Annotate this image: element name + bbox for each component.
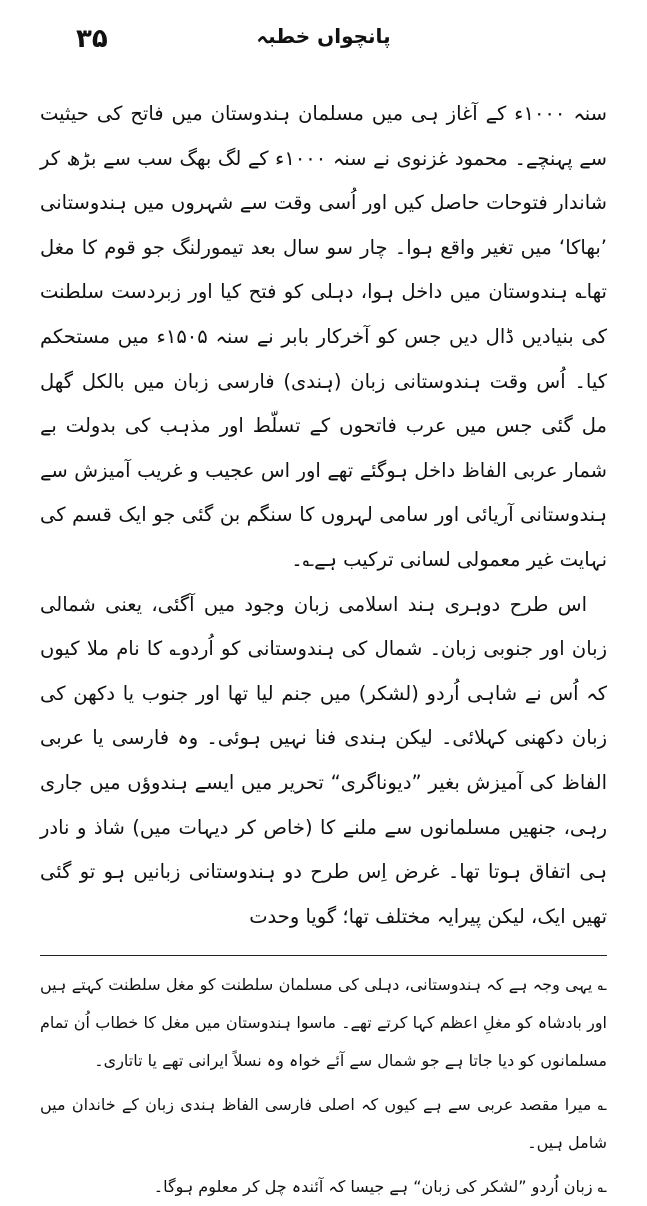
running-title: پانچواں خطبہ (256, 24, 391, 48)
paragraph: اس طرح دوہری ہند اسلامی زبان وجود میں آگئی، یعنی شمالی زبان اور جنوبی زبان۔ شمال کی ہندوستانی کو اُردو؎ کا نام ملا کیوں کہ اُس نے شاہی اُردو (لشکر) میں جنم لیا تھا اور جنوب یا دکھن کی زبان دکھنی کہلائی۔ لیکن ہندی فنا نہیں ہوئی۔ وہ فارسی یا عربی الفاظ کی آمیزش بغیر ”دیوناگری“ تحریر میں ایسے ہندوؤں میں جاری رہی، جنھیں مسلمانوں سے ملنے کا (خاص کر دیہات میں) شاذ و نادر ہی اتفاق ہوتا تھا۔ غرض اِس طرح دو ہندوستانی زبانیں ہو تو گئی تھیں ایک، لیکن پیرایہ مختلف تھا؛ گویا وحدت (40, 592, 607, 928)
footnote: ؎ یہی وجہ ہے کہ ہندوستانی، دہلی کی مسلمان سلطنت کو مغل سلطنت کہتے ہیں اور بادشاہ کو مغلِ اعظم کہا کرتے تھے۔ ماسوا ہندوستان میں مغل کا خطاب اُن تمام مسلمانوں کو دیا جاتا ہے جو شمال سے آئے خواہ وہ نسلاً ایرانی تھے یا تاتاری۔ (40, 975, 607, 1071)
footnote: ؎ زبان اُردو ”لشکر کی زبان“ ہے جیسا کہ آئندہ چل کر معلوم ہوگا۔ (153, 1177, 607, 1197)
footnote: ؎ میرا مقصد عربی سے ہے کیوں کہ اصلی فارسی الفاظ ہندی زبان کے خاندان میں شامل ہیں۔ (40, 1095, 607, 1153)
paragraph: سنہ ۱۰۰۰ء کے آغاز ہی میں مسلمان ہندوستان میں فاتح کی حیثیت سے پہنچے۔ محمود غزنوی نے سنہ ۱۰۰۰ء کے لگ بھگ سب سے بڑھ کر شاندار فتوحات حاصل کیں اور اُسی وقت سے شہروں میں ہندوستانی ’بھاکا‘ میں تغیر واقع ہوا۔ چار سو سال بعد تیمورلنگ جو قوم کا مغل تھا؎ ہندوستان میں داخل ہوا، دہلی کو فتح کیا اور زبردست سلطنت کی بنیادیں ڈال دیں جس کو آخرکار بابر نے سنہ ۱۵۰۵ء میں مستحکم کیا۔ اُس وقت ہندوستانی زبان (ہندی) فارسی زبان میں بالکل گھل مل گئی جس میں عرب فاتحوں کے تسلّط اور مذہب کی بدولت بے شمار عربی الفاظ داخل ہوگئے تھے اور اس عجیب و غریب آمیزش سے ہندوستانی آریائی اور سامی لہروں کا سنگم بن گئی جو ایک قسم کی نہایت غیر معمولی لسانی ترکیب ہے؎۔ (40, 102, 607, 571)
page-header (40, 16, 607, 66)
page-number: ۳۵ (76, 24, 108, 54)
footnote-divider (40, 955, 607, 956)
body-text (40, 92, 607, 939)
footnotes (40, 966, 607, 1206)
